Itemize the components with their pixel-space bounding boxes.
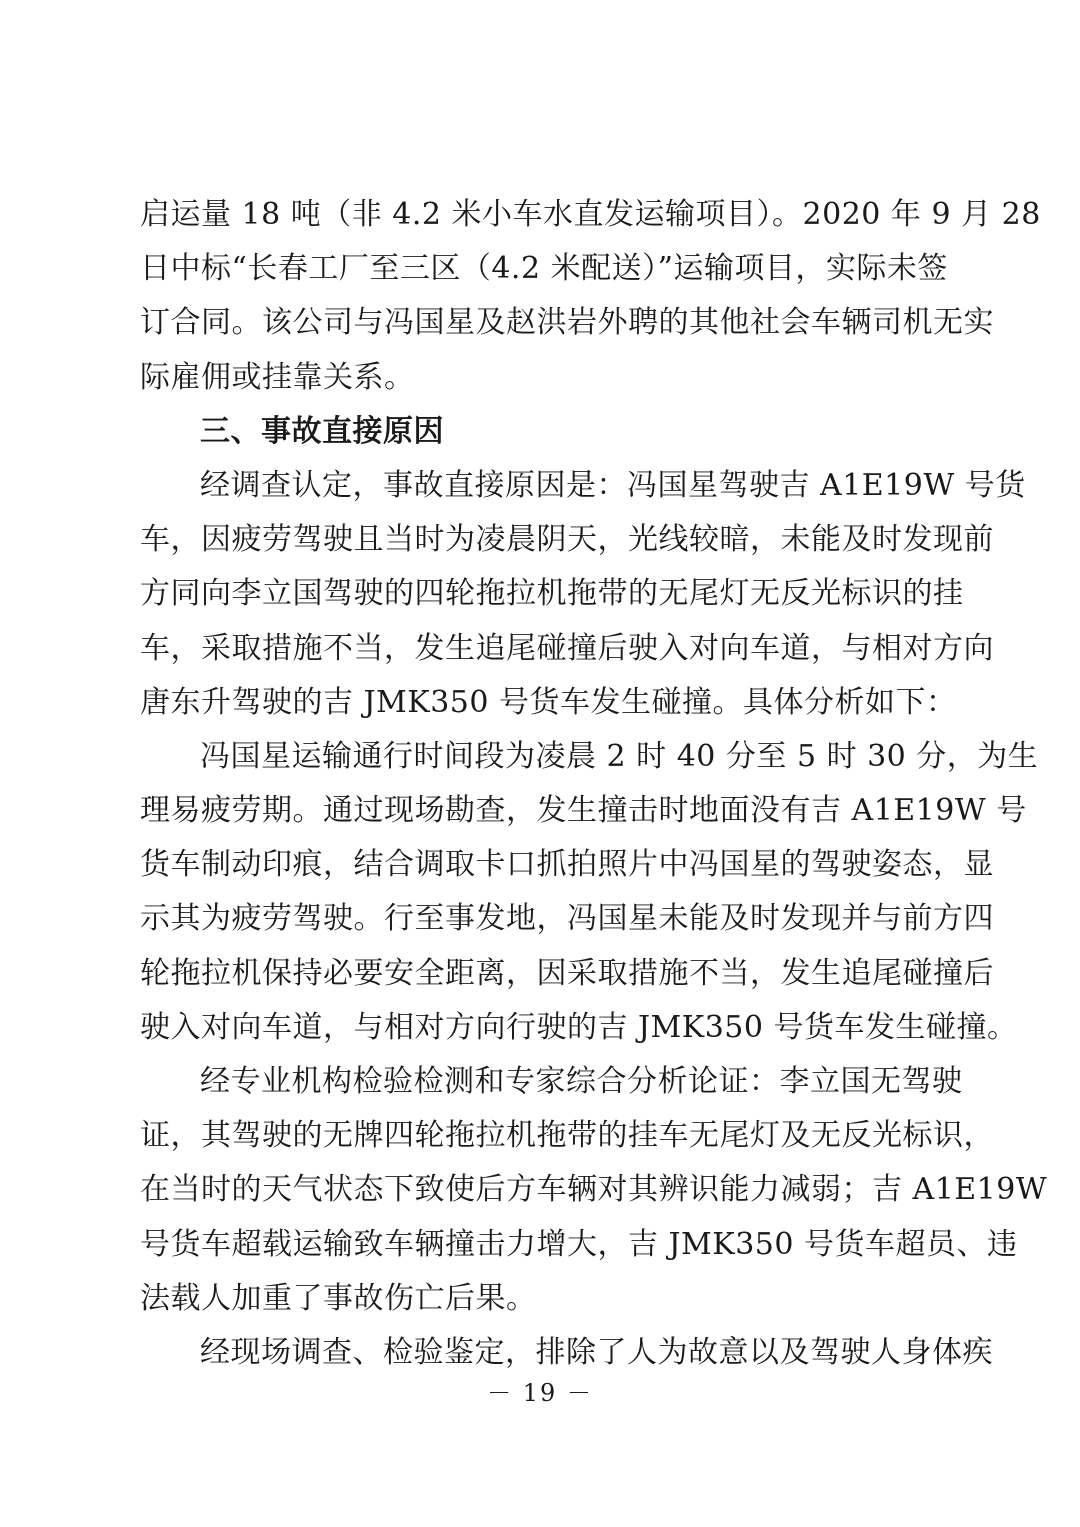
text-line: 在当时的天气状态下致使后方车辆对其辨识能力减弱；吉 A1E19W [140,1172,1048,1208]
section-heading: 三、事故直接原因 [200,413,444,449]
text-line: 理易疲劳期。通过现场勘查，发生撞击时地面没有吉 A1E19W 号 [140,793,1027,829]
text-line: 经现场调查、检验鉴定，排除了人为故意以及驾驶人身体疾 [200,1334,993,1370]
text-line: 经专业机构检验检测和专家综合分析论证：李立国无驾驶 [200,1064,963,1099]
text-line: 示其为疲劳驾驶。行至事发地，冯国星未能及时发现并与前方四 [140,901,994,937]
text-line: 证，其驾驶的无牌四轮拖拉机拖带的挂车无尾灯及无反光标识， [140,1118,994,1154]
text-line: 驶入对向车道，与相对方向行驶的吉 JMK350 号货车发生碰撞。 [140,1009,1018,1045]
page-number: － 19 － [487,1379,593,1407]
text-line: 日中标“长春工厂至三区（4.2 米配送）”运输项目，实际未签 [140,251,948,287]
text-line: 货车制动印痕，结合调取卡口抓拍照片中冯国星的驾驶姿态，显 [140,847,994,883]
text-line: 际雇佣或挂靠关系。 [140,359,415,395]
text-line: 冯国星运输通行时间段为凌晨 2 时 40 分至 5 时 30 分，为生 [200,738,1039,774]
text-line: 方同向李立国驾驶的四轮拖拉机拖带的无尾灯无反光标识的挂 [140,576,964,612]
body-text [140,188,1048,1380]
text-line: 唐东升驾驶的吉 JMK350 号货车发生碰撞。具体分析如下： [140,684,957,720]
text-line: 轮拖拉机保持必要安全距离，因采取措施不当，发生追尾碰撞后 [140,955,994,991]
text-line: 订合同。该公司与冯国星及赵洪岩外聘的其他社会车辆司机无实 [140,305,994,341]
text-line: 启运量 18 吨（非 4.2 米小车水直发运输项目）。2020 年 9 月 28 [140,197,1041,232]
text-line: 车，因疲劳驾驶且当时为凌晨阴天，光线较暗，未能及时发现前 [140,522,994,558]
text-line: 车，采取措施不当，发生追尾碰撞后驶入对向车道，与相对方向 [140,630,994,666]
text-line: 经调查认定，事故直接原因是：冯国星驾驶吉 A1E19W 号货 [200,467,1026,503]
text-line: 号货车超载运输致车辆撞击力增大，吉 JMK350 号货车超员、违 [140,1226,1018,1262]
text-line: 法载人加重了事故伤亡后果。 [140,1280,537,1316]
